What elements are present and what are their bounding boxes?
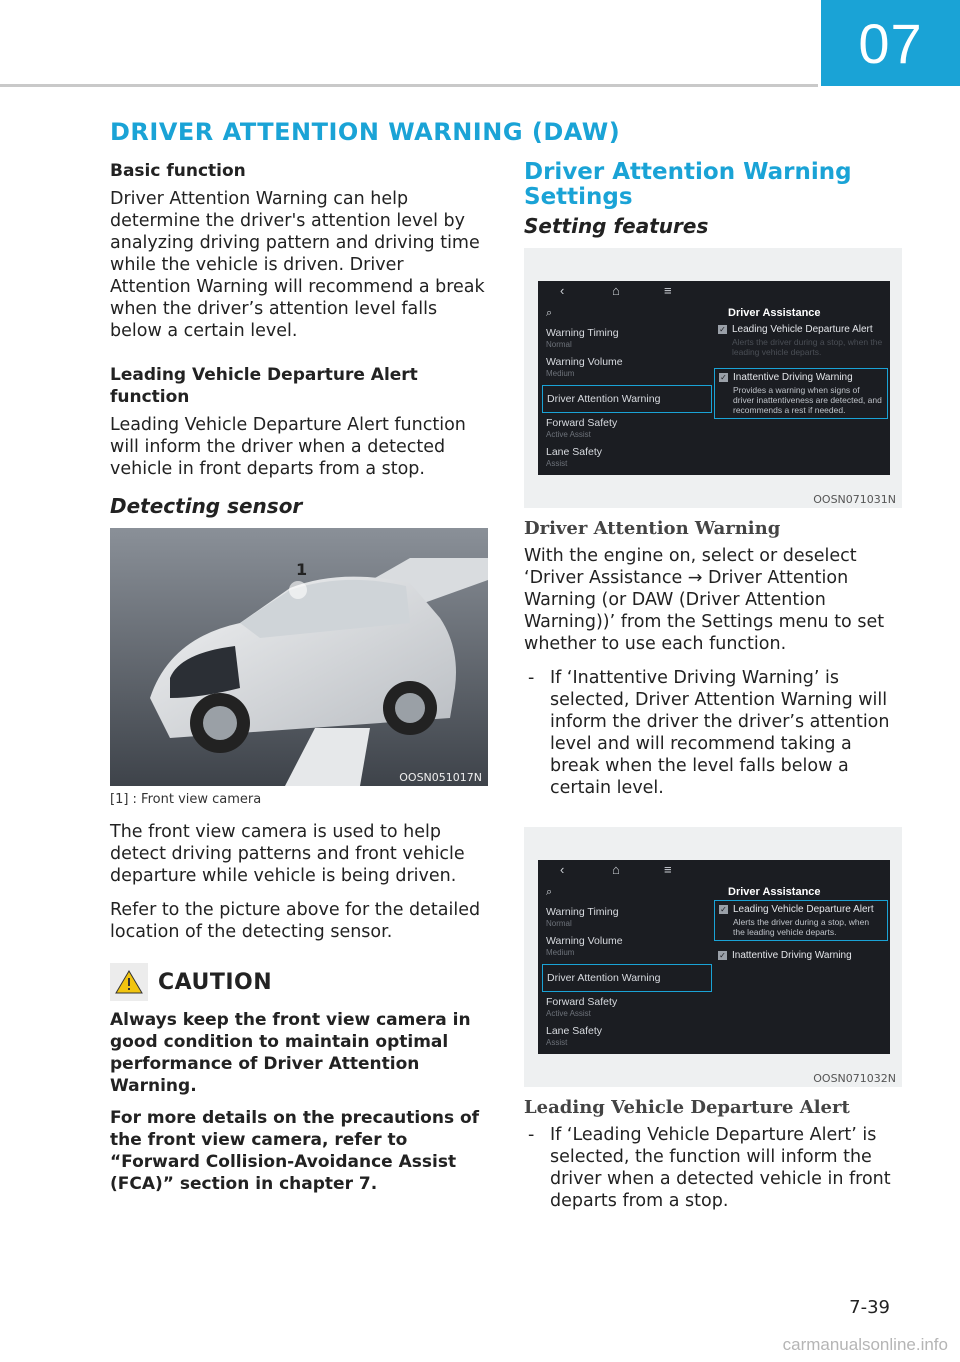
menu-item: Warning Volume Medium	[546, 356, 623, 378]
list-item: - If ‘Leading Vehicle Departure Alert’ is selected, the function will inform the driver when a detected vehicle in front departs from a stop.	[524, 1124, 902, 1212]
menu-icon: ≡	[664, 283, 672, 298]
menu-item: Warning Timing Normal	[546, 906, 619, 928]
home-icon: ⌂	[612, 283, 620, 298]
back-icon: ‹	[560, 862, 565, 877]
menu-icon: ≡	[664, 862, 672, 877]
caution-paragraph-1: Always keep the front view camera in good condition to maintain optimal performance of Driver Attention Warning.	[110, 1010, 471, 1096]
caution-paragraph-2: For more details on the precautions of the front view camera, refer to “Forward Collision-Avoidance Assist (FCA)” section in chapter 7.	[110, 1108, 480, 1194]
car-figure	[110, 528, 488, 786]
figure-code: OOSN071032N	[813, 1072, 896, 1085]
lvda-function-text: Leading Vehicle Departure Alert function will inform the driver when a detected vehicle in front departs from a stop.	[110, 415, 466, 479]
menu-item: Lane Safety Assist	[546, 446, 603, 468]
screen-title: Driver Assistance	[728, 307, 821, 319]
option-lvda: ✓ Leading Vehicle Departure Alert Alerts the driver during a stop, when the leading vehicle departs.	[719, 324, 883, 357]
basic-function-text: Driver Attention Warning can help determine the driver's attention level by analyzing driving pattern and driving time while the vehicle is driven. Driver Attention Warning will recommend a break when the driver’s attention level falls below a certain level.	[110, 189, 485, 341]
menu-item: Lane Safety Assist	[546, 1025, 603, 1047]
figure-code: OOSN051017N	[399, 771, 482, 784]
menu-item-selected: Driver Attention Warning	[542, 385, 712, 413]
settings-heading: Driver Attention Warning Settings	[524, 159, 852, 210]
screen-menu	[542, 906, 712, 1054]
screen-options	[714, 900, 888, 965]
refer-text: Refer to the picture above for the detailed location of the detecting sensor.	[110, 900, 481, 942]
daw-bullets	[524, 667, 902, 799]
search-icon: ⌕	[546, 307, 553, 319]
back-icon: ‹	[560, 283, 565, 298]
figure-marker: 1	[296, 560, 308, 579]
menu-item-selected: Driver Attention Warning	[542, 964, 712, 992]
figure-code: OOSN071031N	[813, 493, 896, 506]
infotainment-screen-2	[538, 860, 890, 1054]
list-item: - If ‘Inattentive Driving Warning’ is selected, Driver Attention Warning will inform the driver the driver’s attention level and will recommend taking a break when the level falls below a certain level.	[524, 667, 902, 799]
menu-item: Warning Volume Medium	[546, 935, 623, 957]
car-illustration	[110, 528, 488, 786]
setting-features-heading: Setting features	[524, 214, 709, 238]
lvda-function-heading: Leading Vehicle Departure Alert function	[110, 365, 418, 407]
screen-title: Driver Assistance	[728, 886, 821, 898]
right-column	[524, 160, 902, 1224]
settings-figure-2	[524, 827, 902, 1087]
infotainment-screen-1	[538, 281, 890, 475]
menu-item: Warning Timing Normal	[546, 327, 619, 349]
watermark: carmanualsonline.info	[782, 1335, 948, 1354]
camera-text: The front view camera is used to help detect driving patterns and front vehicle departure while vehicle is being driven.	[110, 822, 465, 886]
screen-options	[714, 321, 888, 419]
basic-function-heading: Basic function	[110, 161, 246, 181]
daw-heading: Driver Attention Warning	[524, 518, 781, 539]
left-column	[110, 160, 488, 1205]
option-lvda-selected: ✓ Leading Vehicle Departure Alert Alerts the driver during a stop, when the leading vehicle departs.	[714, 900, 888, 941]
detecting-sensor-heading: Detecting sensor	[110, 494, 303, 518]
daw-text: With the engine on, select or deselect ‘Driver Assistance → Driver Attention Warning (or DAW (Driver Attention Warning))’ from the Settings menu to set whether to use each function.	[524, 546, 885, 654]
chapter-tab: 07	[821, 0, 960, 86]
home-icon: ⌂	[612, 862, 620, 877]
menu-item: Forward Safety Active Assist	[546, 417, 618, 439]
menu-item: Forward Safety Active Assist	[546, 996, 618, 1018]
caution-header	[110, 963, 488, 1001]
lvda-heading: Leading Vehicle Departure Alert	[524, 1097, 850, 1118]
option-inattentive: ✓ Inattentive Driving Warning	[719, 950, 852, 961]
lvda-bullets	[524, 1124, 902, 1212]
settings-figure-1	[524, 248, 902, 508]
page-number: 7-39	[849, 1297, 890, 1318]
warning-triangle-icon	[110, 963, 148, 1001]
section-title: DRIVER ATTENTION WARNING (DAW)	[110, 118, 621, 146]
search-icon: ⌕	[546, 886, 553, 898]
option-inattentive-selected: ✓ Inattentive Driving Warning Provides a warning when signs of driver inattentiveness are detected, and recommends a rest if needed.	[714, 368, 888, 419]
figure-caption: [1] : Front view camera	[110, 792, 262, 807]
caution-title: CAUTION	[158, 969, 273, 995]
screen-menu	[542, 327, 712, 475]
header-rule	[0, 84, 818, 87]
